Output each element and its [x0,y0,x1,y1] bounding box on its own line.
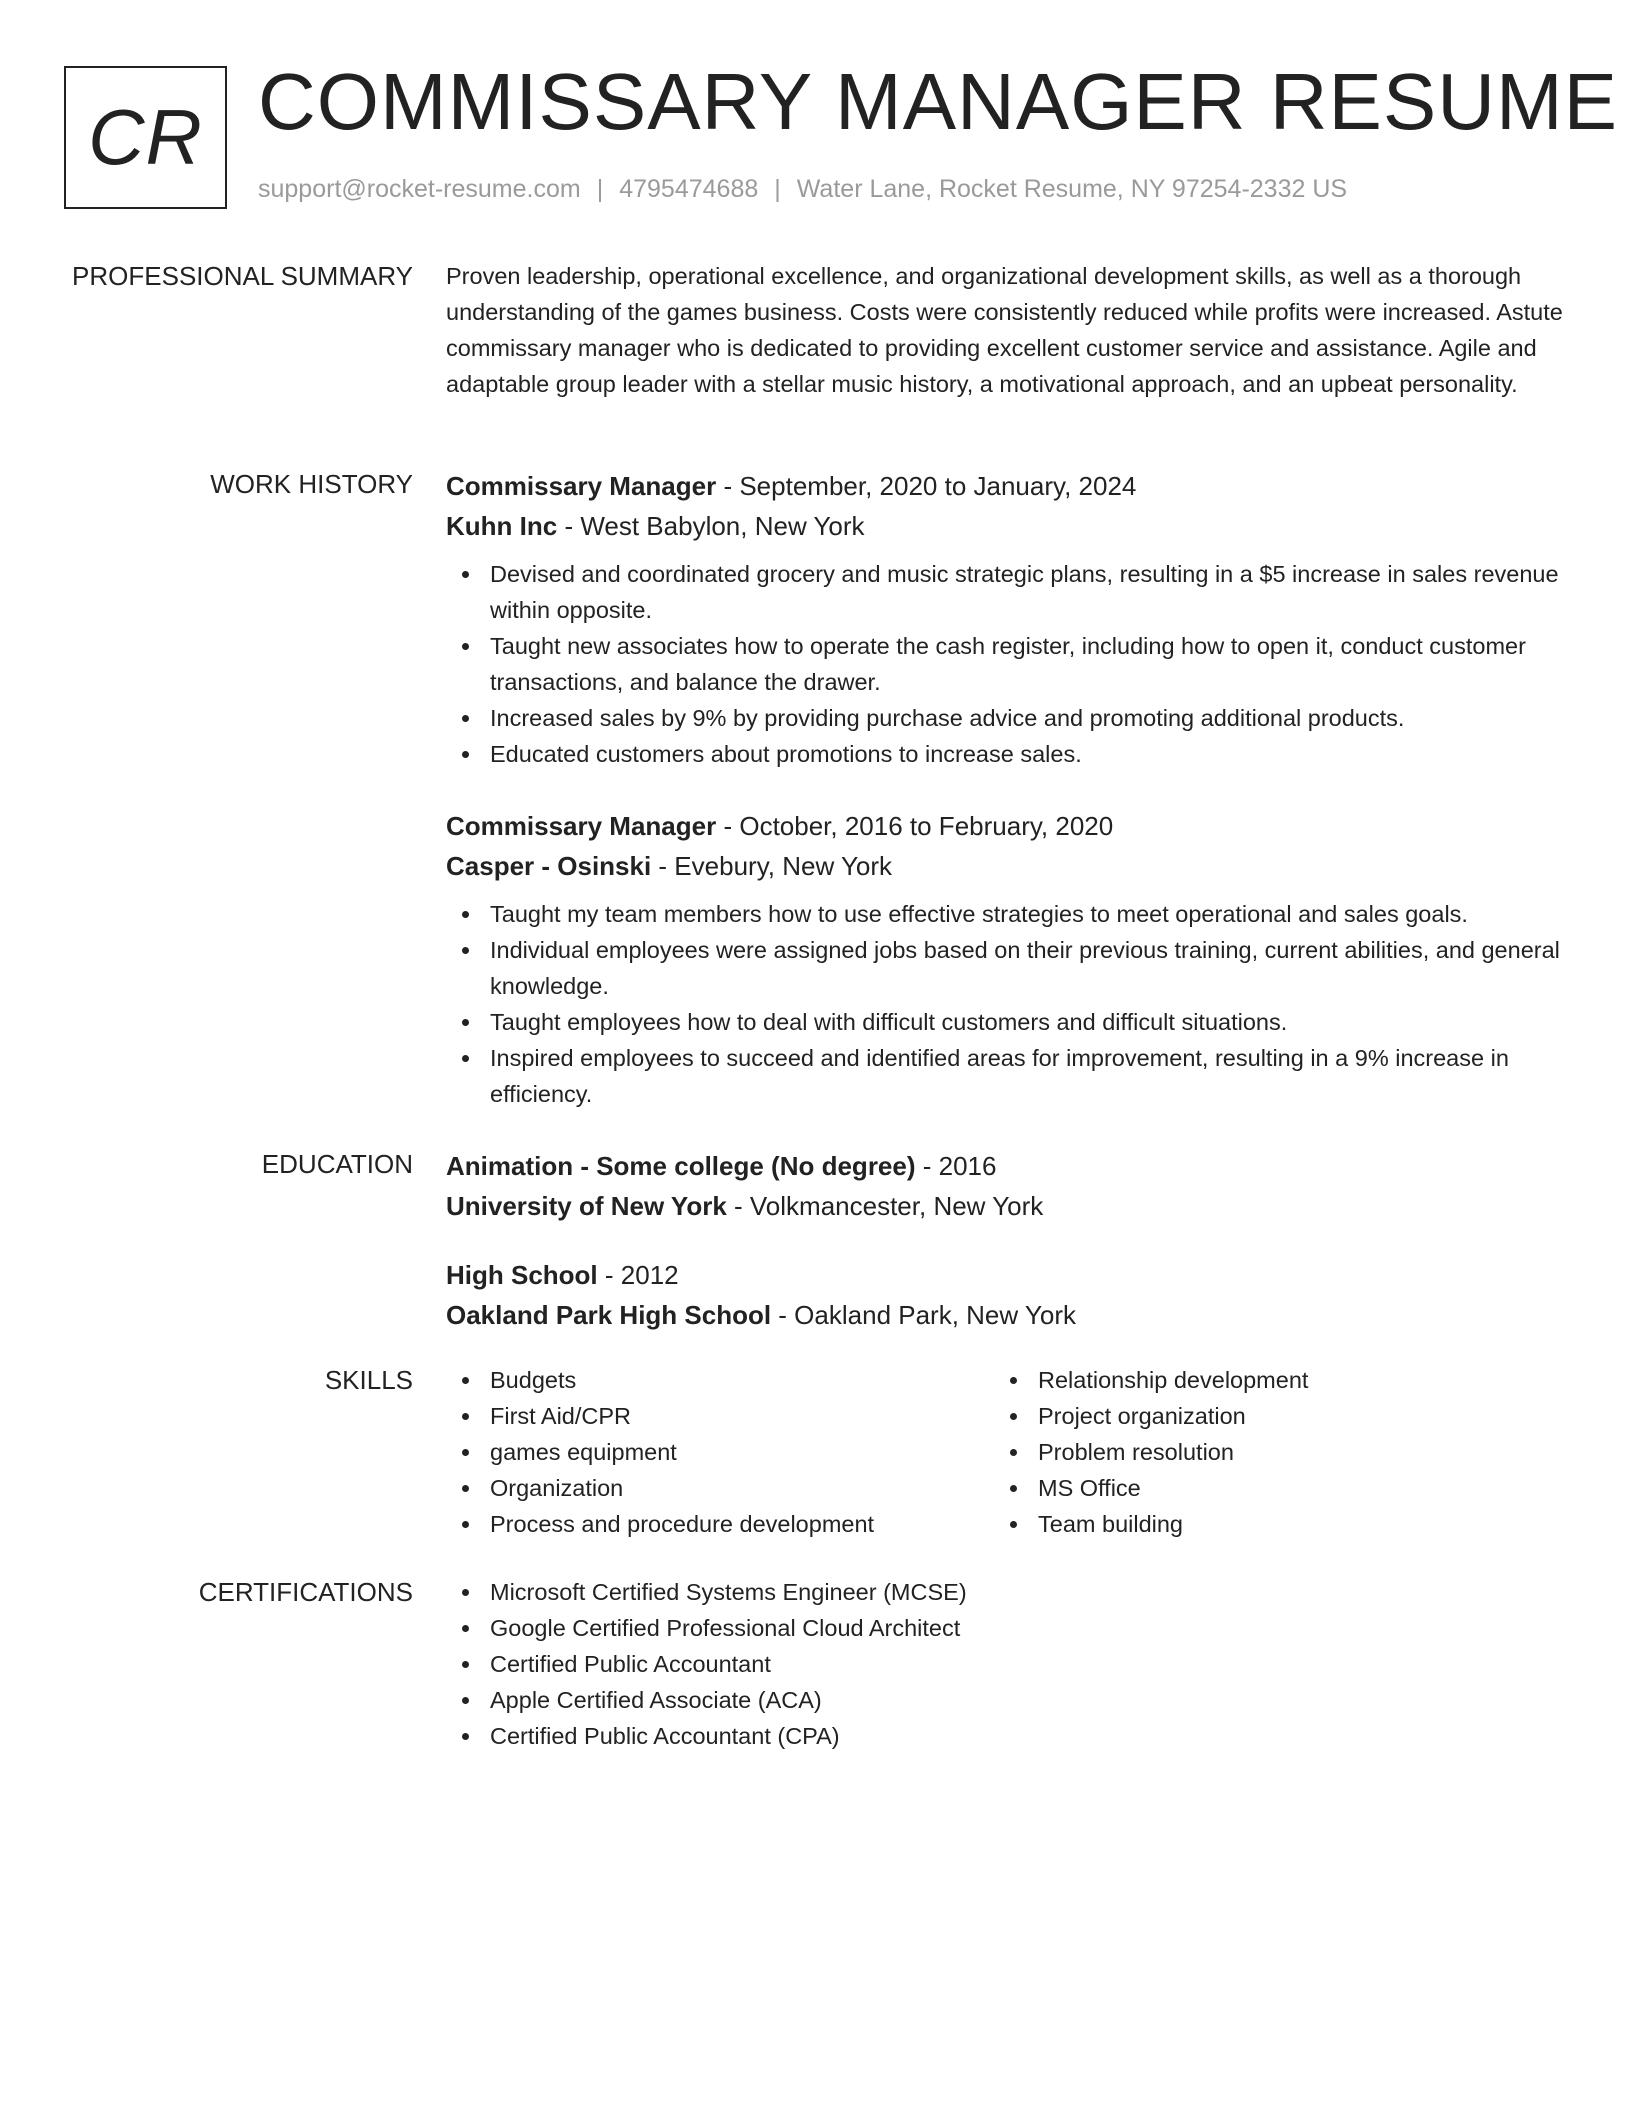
monogram-initials: CR [88,93,203,181]
job-bullets [446,896,1566,1112]
contact-address: Water Lane, Rocket Resume, NY 97254-2332 US [796,175,1348,203]
section-label-summary: PROFESSIONAL SUMMARY [72,261,413,291]
job-entry [446,806,1566,1112]
job-bullet: Increased sales by 9% by providing purchase advice and promoting additional products. [446,700,1566,736]
certification-item: Certified Public Accountant (CPA) [446,1718,1566,1754]
job-bullet: Taught new associates how to operate the cash register, including how to open it, conduct customer transactions, and balance the drawer. [446,628,1566,700]
job-bullet: Individual employees were assigned jobs based on their previous training, current abilities, and general knowledge. [446,932,1566,1004]
job-bullet: Taught my team members how to use effective strategies to meet operational and sales goals. [446,896,1566,932]
section-label-education: EDUCATION [261,1149,413,1179]
education-year: - 2012 [597,1260,679,1290]
job-location: - West Babylon, New York [557,511,865,541]
section-label-skills: SKILLS [324,1365,413,1395]
skill-item: First Aid/CPR [446,1398,994,1434]
education-school-line [446,1186,1566,1226]
job-dates: - October, 2016 to February, 2020 [716,811,1114,841]
certification-item: Google Certified Professional Cloud Architect [446,1610,1566,1646]
skill-item: Process and procedure development [446,1506,994,1542]
job-company: Kuhn Inc [446,511,558,541]
skill-item: Budgets [446,1362,994,1398]
contact-separator: | [774,175,781,203]
job-company-line [446,506,1566,546]
contact-phone: 4795474688 [619,175,759,203]
skills-list-left [446,1362,994,1542]
skills-list-right [994,1362,1542,1542]
job-company: Casper - Osinski [446,851,652,881]
contact-email: support@rocket-resume.com [258,175,581,203]
education-degree-line [446,1255,1566,1295]
job-bullet: Devised and coordinated grocery and music strategic plans, resulting in a $5 increase in sales revenue within opposite. [446,556,1566,628]
education-school-line [446,1295,1566,1335]
education-entry [446,1146,1566,1226]
job-location: - Evebury, New York [651,851,893,881]
certification-item: Certified Public Accountant [446,1646,1566,1682]
job-title: Commissary Manager [446,811,717,841]
job-title-line [446,806,1566,846]
education-degree-line [446,1146,1566,1186]
job-title-line [446,466,1566,506]
skill-item: Organization [446,1470,994,1506]
job-bullet: Taught employees how to deal with difficult customers and difficult situations. [446,1004,1566,1040]
education-location: - Oakland Park, New York [771,1300,1076,1330]
section-label-certifications: CERTIFICATIONS [198,1577,413,1607]
education-school: Oakland Park High School [446,1300,772,1330]
education-degree: High School [446,1260,598,1290]
contact-line [258,175,1347,204]
education-location: - Volkmancester, New York [726,1191,1044,1221]
job-entry [446,466,1566,772]
monogram-box [64,66,227,209]
contact-separator: | [596,175,604,203]
skill-item: games equipment [446,1434,994,1470]
job-dates: - September, 2020 to January, 2024 [716,471,1137,501]
education-entry [446,1255,1566,1335]
resume-title: COMMISSARY MANAGER RESUME [258,57,1619,146]
summary-text: Proven leadership, operational excellence, and organizational development skills, as well as a thorough understanding of the games business. Costs were consistently reduced while profits were increased. Astute commissary manager who is dedicated to providing excellent customer service and assistance. Agile and adaptable group leader with a stellar music history, a motivational approach, and an upbeat personality. [446,263,1563,397]
job-bullets [446,556,1566,772]
skill-item: Project organization [994,1398,1542,1434]
skill-item: Relationship development [994,1362,1542,1398]
certifications-list [446,1574,1566,1754]
job-bullet: Inspired employees to succeed and identified areas for improvement, resulting in a 9% increase in efficiency. [446,1040,1566,1112]
education-degree: Animation - Some college (No degree) [446,1151,916,1181]
job-bullet: Educated customers about promotions to increase sales. [446,736,1566,772]
job-title: Commissary Manager [446,471,717,501]
skill-item: Team building [994,1506,1542,1542]
education-school: University of New York [446,1191,727,1221]
section-label-work-history: WORK HISTORY [210,469,413,499]
skill-item: MS Office [994,1470,1542,1506]
skill-item: Problem resolution [994,1434,1542,1470]
education-year: - 2016 [915,1151,997,1181]
certification-item: Apple Certified Associate (ACA) [446,1682,1566,1718]
skills-columns [446,1362,1566,1542]
certification-item: Microsoft Certified Systems Engineer (MCSE) [446,1574,1566,1610]
job-company-line [446,846,1566,886]
